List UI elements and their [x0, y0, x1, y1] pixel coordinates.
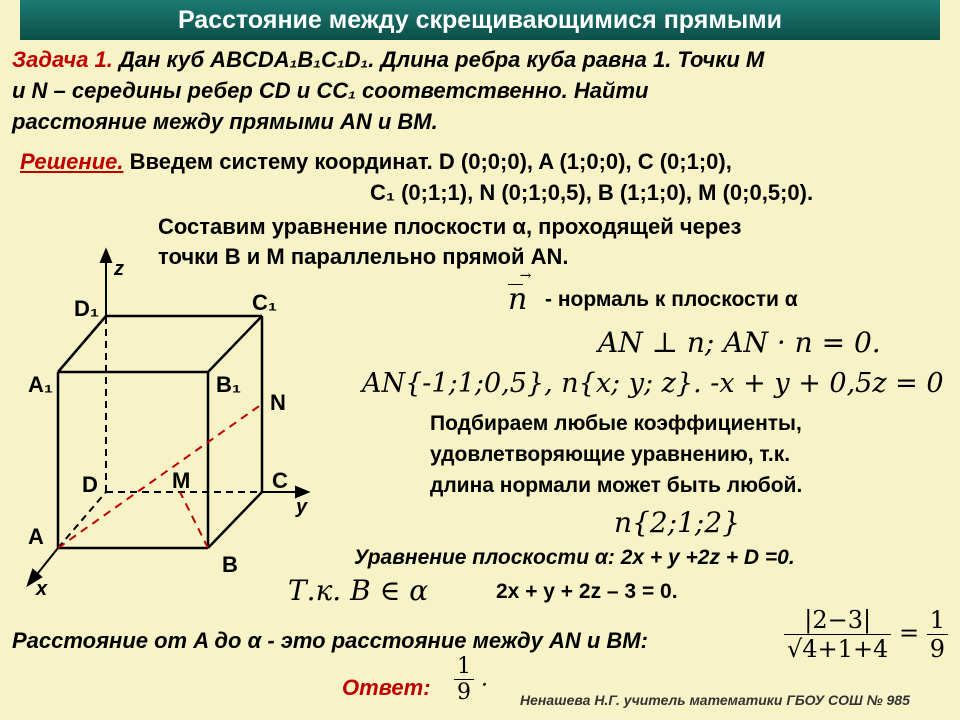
pick-line2: удовлетворяющие уравнению, т.к. [430, 443, 791, 466]
normal-symbol: n → [508, 282, 527, 317]
edge-a1-d1 [58, 316, 106, 372]
task-label: Задача 1. [12, 47, 113, 72]
label-d1: D₁ [74, 296, 99, 321]
axis-z-arrow [101, 250, 111, 262]
slide-title: Расстояние между скрещивающимися прямыми [20, 0, 940, 40]
result-numerator: 1 [927, 606, 948, 635]
label-b1: B₁ [216, 372, 241, 397]
equals-sign: = [898, 619, 920, 647]
result-denominator: 9 [929, 635, 945, 663]
label-x: x [36, 578, 48, 600]
label-m: M [172, 468, 191, 493]
pick-line1: Подбираем любые коэффициенты, [430, 412, 802, 435]
label-c1: C₁ [252, 290, 277, 315]
solution-line2: C₁ (0;1;1), N (0;1;0,5), B (1;1;0), M (0;0,5;0). [370, 180, 814, 205]
edge-b-c [208, 492, 262, 548]
label-a: A [28, 524, 44, 549]
distance-text: Расстояние от A до α - это расстояние между AN и BM: [12, 628, 648, 653]
an-vector-formula: AN{-1;1;0,5}, n{x; y; z}. -x + y + 0,5z = 0 [362, 368, 944, 399]
label-c: C [272, 468, 288, 493]
distance-denominator: √4+1+4 [787, 635, 889, 663]
answer-label: Ответ: [342, 675, 431, 700]
line-bm [180, 492, 208, 548]
answer-denominator: 9 [457, 680, 471, 705]
perpendicular-formula: AN ⊥ n; AN · n = 0. [598, 326, 881, 359]
tk-formula: Т.к. B ∈ α [288, 574, 429, 607]
normal-text: - нормаль к плоскости α [545, 288, 798, 311]
label-a1: A₁ [28, 372, 53, 397]
task-line2: и N – середины ребер CD и CC₁ соответственно. Найти [12, 78, 649, 103]
plane-equation: Уравнение плоскости α: 2x + y +2z + D =0. [354, 546, 795, 569]
label-b: B [222, 552, 238, 577]
solution-label: Решение. [20, 149, 124, 174]
edge-b1-c1 [208, 316, 262, 372]
label-n: N [270, 390, 286, 415]
answer-numerator: 1 [454, 654, 474, 680]
solution-line1: Введем систему координат. D (0;0;0), A (1;0;0), C (0;1;0), [123, 149, 732, 174]
plane-equation-final: 2x + y + 2z – 3 = 0. [496, 580, 678, 603]
answer-fraction: $\frac{1}{9}$ . [454, 654, 488, 705]
author-credit: Ненашева Н.Г. учитель математики ГБОУ СОШ № 985 [520, 692, 910, 708]
label-y: y [296, 496, 308, 518]
task-line1: Дан куб ABCDA₁B₁C₁D₁. Длина ребра куба равна 1. Точки M [112, 47, 765, 72]
normal-vector: n{2;1;2} [614, 506, 740, 539]
plane-line1: Составим уравнение плоскости α, проходящей через [158, 214, 742, 239]
label-d: D [82, 472, 98, 497]
label-z: z [114, 258, 124, 280]
distance-numerator: |2−3| [784, 606, 891, 635]
task-line3: расстояние между прямыми AN и BM. [12, 109, 438, 134]
plane-line2: точки B и M параллельно прямой AN. [158, 244, 569, 269]
pick-line3: длина нормали может быть любой. [430, 474, 803, 497]
